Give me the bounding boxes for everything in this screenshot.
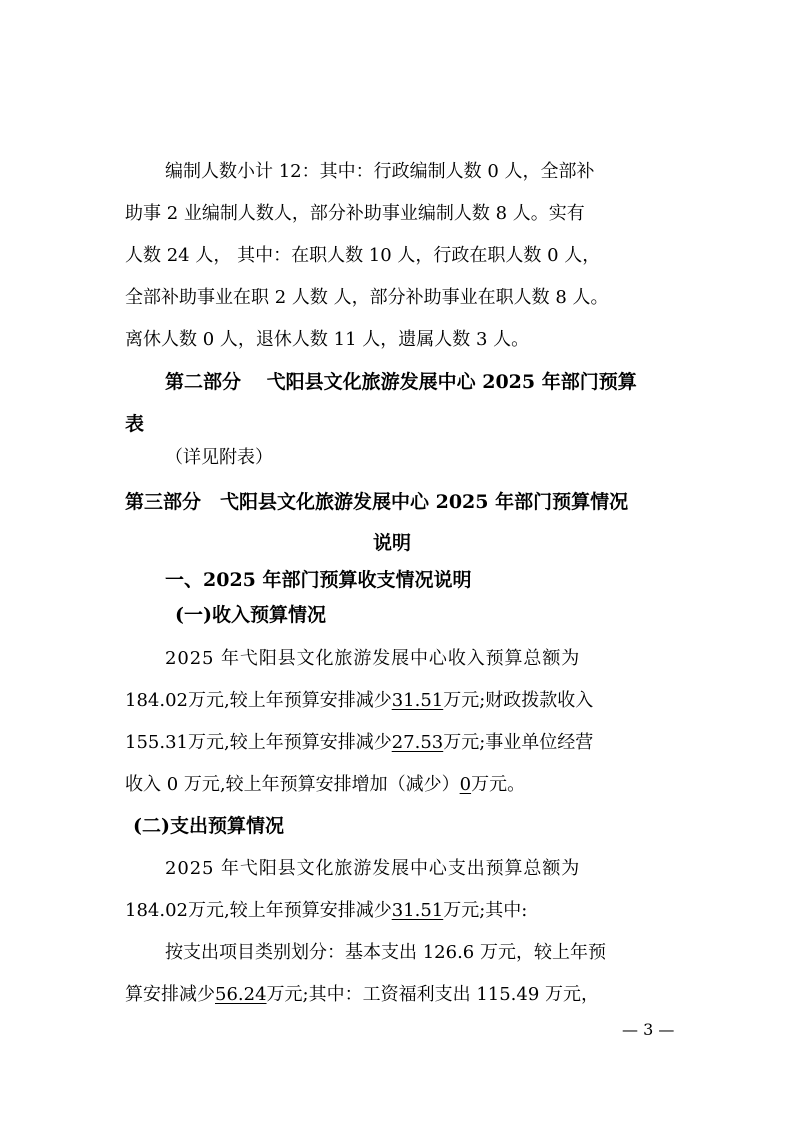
income-line-2 — [125, 689, 593, 713]
staffing-line-1: 编制人数小计 12：其中：行政编制人数 0 人，全部补 — [165, 161, 595, 182]
section2-title: 第二部分 弋阳县文化旅游发展中心 2025 年部门预算 — [165, 371, 637, 393]
page-number: — 3 — — [622, 1020, 675, 1039]
expense-text: 万元;其中：工资福利支出 115.49 万元， — [266, 984, 600, 1005]
income-text: 155.31万元,较上年预算安排减少 — [125, 732, 392, 753]
income-line-4 — [125, 773, 525, 797]
staffing-line-4: 全部补助事业在职 2 人数 人，部分补助事业在职人数 8 人。 — [125, 287, 609, 308]
staffing-line-2: 助事 2 业编制人数人，部分补助事业编制人数 8 人。实有 — [125, 203, 585, 224]
fiscal-reduction-amount: 27.53 — [391, 732, 444, 753]
income-line-1: 2025 年弋阳县文化旅游发展中心收入预算总额为 — [165, 648, 581, 669]
section2-title-cont: 表 — [125, 413, 145, 435]
section2-note: （详见附表） — [165, 447, 273, 468]
income-text: 184.02万元,较上年预算安排减少 — [125, 690, 392, 711]
expense-line-3: 按支出项目类别划分：基本支出 126.6 万元，较上年预 — [165, 942, 606, 963]
staffing-line-5: 离休人数 0 人，退休人数 11 人，遗属人数 3 人。 — [125, 329, 530, 350]
section3-title: 第三部分 弋阳县文化旅游发展中心 2025 年部门预算情况 — [125, 491, 629, 513]
heading-budget-overview: 一、2025 年部门预算收支情况说明 — [165, 569, 472, 591]
subheading-income: (一)收入预算情况 — [175, 604, 326, 626]
expense-line-2 — [125, 899, 527, 923]
income-text: 万元。 — [471, 774, 526, 795]
section3-title-cont: 说明 — [373, 532, 412, 554]
expense-text: 算安排减少 — [125, 984, 215, 1005]
expense-text: 万元;其中: — [443, 900, 528, 921]
expense-reduction-amount: 31.51 — [391, 900, 444, 921]
expense-line-1: 2025 年弋阳县文化旅游发展中心支出预算总额为 — [165, 858, 581, 879]
subheading-expense: (二)支出预算情况 — [133, 815, 284, 837]
expense-line-4 — [125, 983, 599, 1007]
income-text: 万元;事业单位经营 — [443, 732, 594, 753]
income-text: 万元;财政拨款收入 — [443, 690, 594, 711]
income-reduction-amount: 31.51 — [391, 690, 444, 711]
basic-expense-reduction-amount: 56.24 — [215, 984, 267, 1005]
income-line-3 — [125, 731, 593, 755]
expense-text: 184.02万元,较上年预算安排减少 — [125, 900, 392, 921]
staffing-line-3: 人数 24 人， 其中：在职人数 10 人，行政在职人数 0 人， — [125, 245, 601, 266]
income-text: 收入 0 万元,较上年预算安排增加（减少） — [125, 774, 460, 795]
operating-change-amount: 0 — [459, 774, 472, 795]
